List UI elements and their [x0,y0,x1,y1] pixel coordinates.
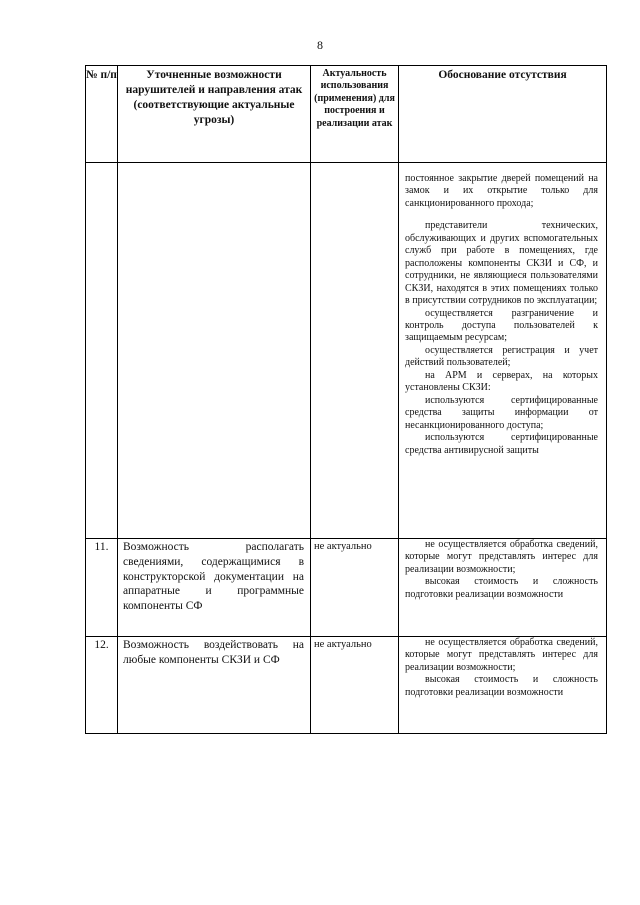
justification-paragraph: осуществляется регистрация и учет действий пользователей; [405,344,598,369]
justification-paragraph: используются сертифицированные средства антивирусной защиты [405,432,598,456]
cell-justification [399,163,607,539]
header-capabilities: Уточненные возможности нарушителей и направления атак (соответствующие актуальные угрозы) [118,66,311,163]
row-capability: Возможность располагать сведениями, содержащимися в конструкторской документации на аппаратные и программные компоненты СФ [118,539,311,637]
justification-paragraph: постоянное закрытие дверей помещений на замок и их открытие только для санкционированного прохода; [405,173,598,209]
justification-paragraph: высокая стоимость и сложность подготовки реализации возможности [405,576,598,600]
row-number: 11. [86,539,118,637]
row-number: 12. [86,637,118,734]
cell-actuality-empty [311,163,399,539]
row-capability: Возможность воздействовать на любые компоненты СКЗИ и СФ [118,637,311,734]
justification-paragraph: на АРМ и серверах, на которых установлены СКЗИ: [405,369,598,394]
header-number: № п/п [86,66,118,163]
table-header-row [86,66,607,163]
header-actuality: Актуальность использования (применения) для построения и реализации атак [311,66,399,163]
table-row [86,539,607,637]
cell-num-empty [86,163,118,539]
justification-paragraph: высокая стоимость и сложность подготовки реализации возможности [405,674,598,698]
page-number: 8 [317,38,323,52]
table-row-continuation [86,163,607,539]
table-row [86,637,607,734]
row-actuality: не актуально [311,637,399,734]
justification-paragraph: представители технических, обслуживающих и других вспомогательных служб при работе в помещениях, где расположены компоненты СКЗИ и СФ, и сотрудники, не являющиеся пользователями СКЗИ, находятся в этих помещениях только в присутствии сотрудников по эксплуатации; [405,220,598,307]
cell-capability-empty [118,163,311,539]
justification-paragraph: не осуществляется обработка сведений, которые могут представлять интерес для реализации возможности; [405,539,598,575]
justification-paragraph: не осуществляется обработка сведений, которые могут представлять интерес для реализации возможности; [405,637,598,673]
justification-paragraph: осуществляется разграничение и контроль доступа пользователей к защищаемым ресурсам; [405,307,598,344]
justification-paragraph: используются сертифицированные средства защиты информации от несанкционированного доступа; [405,394,598,431]
row-justification [399,637,607,734]
row-justification [399,539,607,637]
threat-table [85,65,607,734]
row-actuality: не актуально [311,539,399,637]
header-justification: Обоснование отсутствия [399,66,607,163]
